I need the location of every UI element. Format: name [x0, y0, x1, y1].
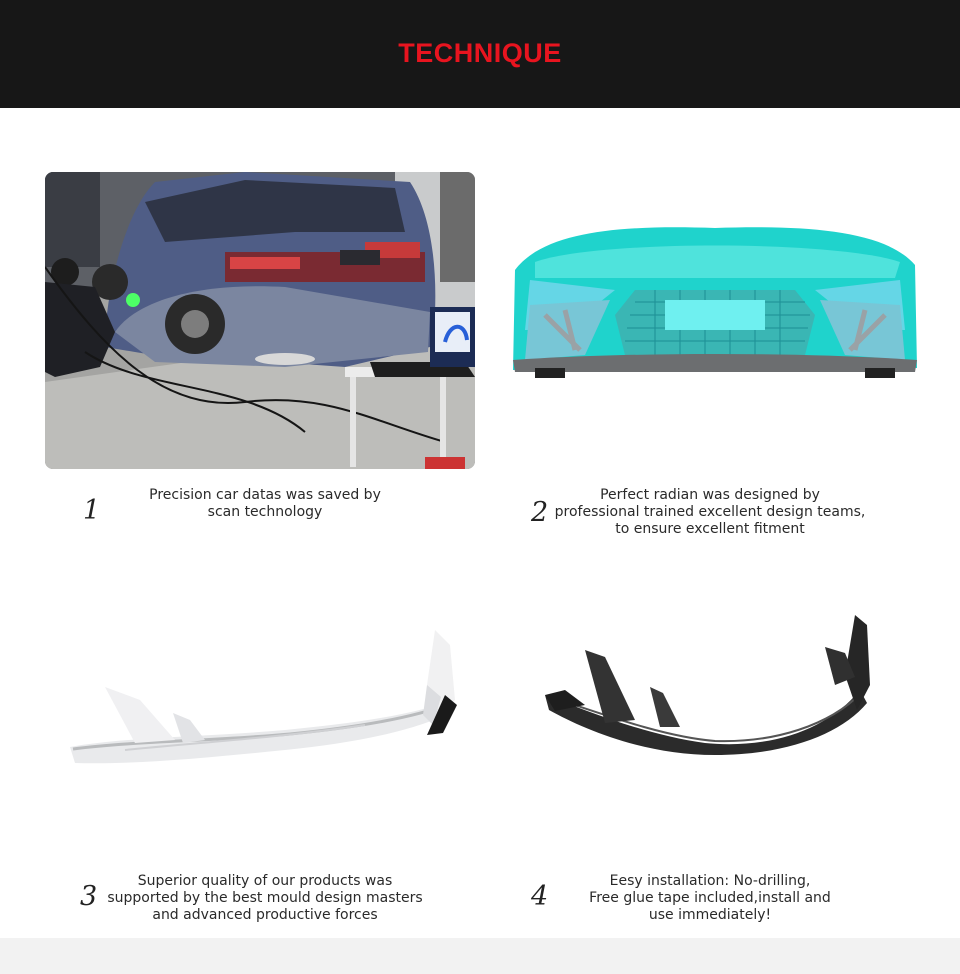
- page-header: [0, 0, 960, 108]
- caption-line: scan technology: [207, 504, 323, 520]
- caption-line: professional trained excellent design teams,: [554, 504, 866, 520]
- step-number-4: 4: [531, 881, 549, 912]
- caption-line: Precision car datas was saved by: [149, 487, 381, 503]
- caption-line: use immediately!: [648, 907, 772, 923]
- caption-line: supported by the best mould design masters: [107, 890, 423, 906]
- caption-line: Free glue tape included,install and: [589, 890, 831, 906]
- step-caption-3: [100, 873, 430, 924]
- caption-line: Eesy installation: No-drilling,: [609, 873, 811, 889]
- footer-band: [0, 938, 960, 974]
- carbon-lip-image: [545, 615, 875, 760]
- step-number-2: 2: [531, 497, 549, 528]
- scan-photo: [45, 172, 475, 469]
- step-number-3: 3: [80, 881, 98, 912]
- step-caption-4: [570, 873, 850, 924]
- caption-line: Perfect radian was designed by: [600, 487, 820, 503]
- step-number-1: 1: [83, 495, 101, 526]
- step-caption-1: [110, 487, 420, 521]
- caption-line: and advanced productive forces: [152, 907, 378, 923]
- step-caption-2: [550, 487, 870, 538]
- caption-line: Superior quality of our products was: [137, 873, 393, 889]
- page-title: TECHNIQUE: [398, 37, 562, 68]
- white-lip-image: [65, 625, 465, 770]
- caption-line: to ensure excellent fitment: [615, 521, 805, 537]
- scan-render: [505, 220, 925, 385]
